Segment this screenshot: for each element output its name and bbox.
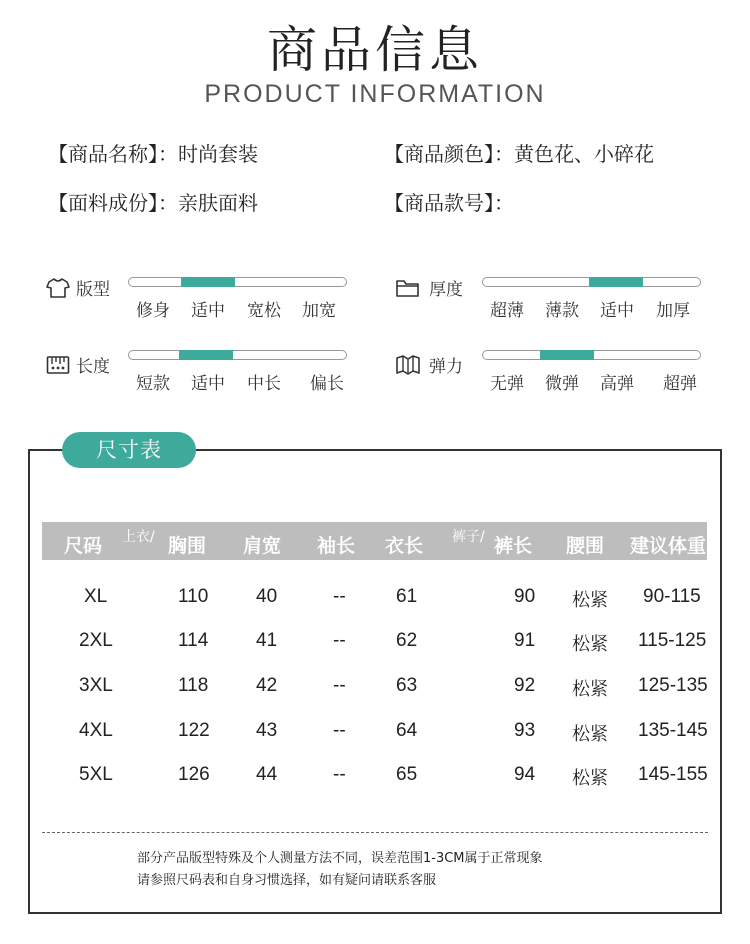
cell-waist: 松紧: [572, 634, 608, 655]
note-line: 请参照尺码表和自身习惯选择，如有疑问请联系客服: [137, 873, 437, 888]
cell-weight: 125-135: [638, 675, 708, 696]
note-line: 部分产品版型特殊及个人测量方法不同，误差范围1-3CM属于正常现象: [137, 851, 543, 866]
attr-stretch-option: 无弹: [490, 374, 524, 394]
header-pants-length: 裤长: [494, 535, 533, 557]
attr-thickness-option: 超薄: [490, 301, 524, 321]
attr-stretch-fill: [540, 350, 594, 360]
attr-fit-option: 宽松: [247, 301, 281, 321]
cell-chest: 126: [178, 764, 210, 785]
attr-stretch-option: 高弹: [600, 374, 634, 394]
attr-length-bar: [128, 350, 347, 360]
cell-sleeve: --: [333, 720, 346, 741]
cell-waist: 松紧: [572, 679, 608, 700]
attr-length-option: 短款: [136, 374, 170, 394]
header-weight: 建议体重: [630, 535, 707, 557]
cell-chest: 114: [178, 630, 209, 651]
attr-stretch-label: [395, 352, 463, 377]
cell-weight: 115-125: [638, 630, 707, 651]
cell-length: 64: [396, 720, 418, 741]
size-table-top-border: [185, 449, 722, 451]
attr-fit-fill: [181, 277, 235, 287]
cell-chest: 110: [178, 586, 209, 607]
header-pants-group: 裤子/: [452, 529, 485, 545]
attr-fit-bar: [128, 277, 347, 287]
cell-sleeve: --: [333, 675, 346, 696]
ruler-icon: [46, 355, 70, 375]
product-color: 【商品颜色】：黄色花、小碎花: [384, 142, 654, 166]
attr-thickness-option: 加厚: [656, 301, 690, 321]
folder-icon: [395, 277, 421, 299]
cell-length: 62: [396, 630, 418, 651]
size-table-tab: 尺寸表: [62, 432, 196, 468]
cell-pants-length: 94: [514, 764, 536, 785]
attr-length-text: 长度: [76, 357, 110, 377]
cell-weight: 145-155: [638, 764, 708, 785]
cell-pants-length: 93: [514, 720, 536, 741]
cell-chest: 118: [178, 675, 209, 696]
attr-thickness-text: 厚度: [429, 280, 463, 300]
cell-size: 2XL: [79, 630, 113, 651]
header-shoulder: 肩宽: [243, 535, 282, 557]
page-subtitle: PRODUCT INFORMATION: [204, 80, 546, 108]
attr-length-option: 偏长: [310, 374, 344, 394]
cell-weight: 135-145: [638, 720, 708, 741]
attr-fit-option: 修身: [136, 301, 170, 321]
cell-length: 61: [396, 586, 418, 607]
header-sleeve: 袖长: [317, 535, 356, 557]
attr-fit-option: 加宽: [302, 301, 336, 321]
cell-pants-length: 90: [514, 586, 536, 607]
cell-shoulder: 42: [256, 675, 278, 696]
attr-thickness-fill: [589, 277, 643, 287]
cell-sleeve: --: [333, 586, 346, 607]
product-name: 【商品名称】：时尚套装: [48, 142, 258, 166]
cell-chest: 122: [178, 720, 210, 741]
cell-size: 5XL: [79, 764, 113, 785]
attr-length-label: [46, 352, 110, 377]
size-table-frame: [28, 449, 722, 914]
cell-size: 4XL: [79, 720, 113, 741]
attr-thickness-bar: [482, 277, 701, 287]
cell-shoulder: 40: [256, 586, 278, 607]
attr-length-option: 适中: [191, 374, 225, 394]
attr-stretch-option: 超弹: [663, 374, 697, 394]
attr-fit-option: 适中: [191, 301, 225, 321]
header-top-group: 上衣/: [122, 529, 155, 545]
cell-shoulder: 43: [256, 720, 278, 741]
cell-sleeve: --: [333, 630, 346, 651]
cell-pants-length: 92: [514, 675, 536, 696]
attr-thickness-option: 薄款: [545, 301, 579, 321]
cell-shoulder: 41: [256, 630, 278, 651]
attr-thickness-option: 适中: [600, 301, 634, 321]
header-chest: 胸围: [168, 535, 207, 557]
cell-length: 63: [396, 675, 418, 696]
page-title: 商品信息: [267, 21, 483, 79]
product-fabric: 【面料成份】：亲肤面料: [48, 191, 258, 215]
header-length: 衣长: [385, 535, 424, 557]
cell-shoulder: 44: [256, 764, 278, 785]
tshirt-icon: [46, 277, 70, 299]
cell-size: 3XL: [79, 675, 113, 696]
stretch-icon: [395, 354, 421, 376]
attr-fit-text: 版型: [76, 280, 110, 300]
attr-length-option: 中长: [247, 374, 281, 394]
attr-thickness-label: [395, 275, 463, 300]
attr-stretch-option: 微弹: [545, 374, 579, 394]
attr-stretch-bar: [482, 350, 701, 360]
size-table-header: [42, 522, 707, 560]
cell-waist: 松紧: [572, 590, 608, 611]
attr-fit-label: [46, 275, 110, 300]
product-model: 【商品款号】：: [384, 191, 514, 215]
header-size: 尺码: [64, 535, 103, 557]
cell-weight: 90-115: [643, 586, 701, 607]
header-waist: 腰围: [566, 535, 605, 557]
attr-stretch-text: 弹力: [429, 357, 463, 377]
size-table-top-border: [28, 449, 64, 451]
cell-pants-length: 91: [514, 630, 536, 651]
cell-waist: 松紧: [572, 724, 608, 745]
cell-size: XL: [84, 586, 108, 607]
cell-length: 65: [396, 764, 418, 785]
divider: [42, 832, 708, 833]
cell-sleeve: --: [333, 764, 346, 785]
cell-waist: 松紧: [572, 768, 608, 789]
attr-length-fill: [179, 350, 233, 360]
